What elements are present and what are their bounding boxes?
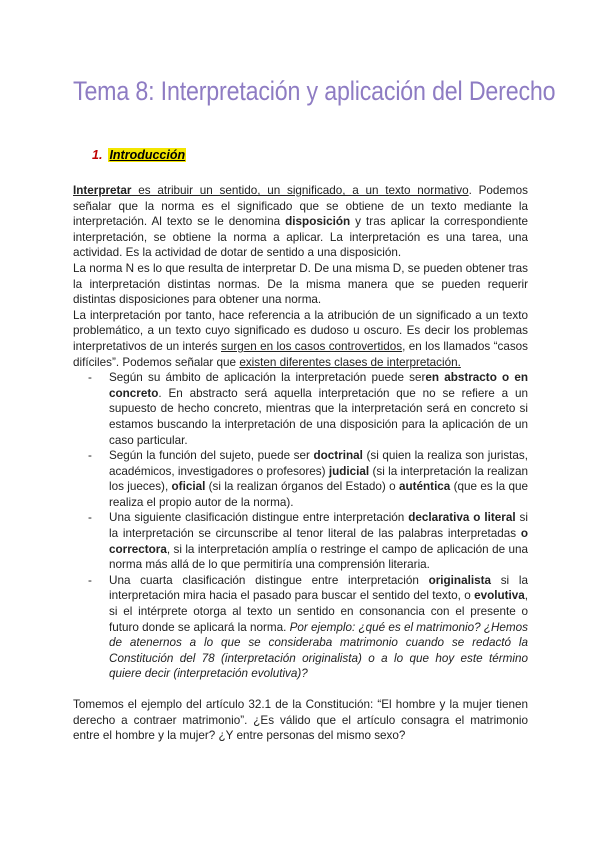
body-text xyxy=(73,183,528,744)
document-title: Tema 8: Interpretación y aplicación del Derecho xyxy=(73,76,556,106)
list-item: - Una cuarta clasificación distingue entre interpretación originalista si la interpretación mira hacia el pasado para buscar el sentido del texto, o evolutiva, si el intérprete otorga al texto un sentido en consonancia con el presente o futuro donde se aplicará la norma. Por ejemplo: ¿qué es el matrimonio? ¿Hemos de atenernos a lo que se consideraba matrimonio cuando se redactó la Constitución del 78 (interpretación originalista) o a lo que hoy este término quiere decir (interpretación evolutiva)? xyxy=(109,573,528,682)
classification-list xyxy=(73,370,528,682)
paragraph-problemas: La interpretación por tanto, hace referencia a la atribución de un significado a un texto problemático, a un texto cuyo significado es dudoso u oscuro. Es decir los problemas interpretativos de un interés surgen en los casos controvertidos, en los llamados “casos difíciles”. Podemos señalar que existen diferentes clases de interpretación. xyxy=(73,308,529,369)
section-label: Introducción xyxy=(109,148,186,162)
paragraph-example: Tomemos el ejemplo del artículo 32.1 de la Constitución: “El hombre y la mujer tienen derecho a contraer matrimonio”. ¿Es válido que el artículo consagra el matrimonio entre el hombre y la mujer? ¿Y entre personas del mismo sexo? xyxy=(73,698,528,743)
term-disposicion: disposición xyxy=(285,215,351,229)
list-item: - Según la función del sujeto, puede ser doctrinal (si quien la realiza son juristas, académicos, investigadores o profesores) judicial (si la interpretación la realizan los jueces), oficial (si la realizan órganos del Estado) o auténtica (que es la que realiza el propio autor de la norma). xyxy=(109,448,528,510)
paragraph-definition: Interpretar es atribuir un sentido, un significado, a un texto normativo. Podemos señalar que la norma es el significado que se obtiene de un texto mediante la interpretación. Al texto se le denomina disposición y tras aplicar la correspondiente interpretación, se obtiene la norma a aplicar. La interpretación es una tarea, una actividad. Es la actividad de dotar de sentido a una disposición. xyxy=(73,184,528,260)
section-number: 1. xyxy=(92,148,103,162)
spacer xyxy=(73,682,528,697)
section-heading xyxy=(92,148,186,162)
term-interpretar: Interpretar xyxy=(73,184,132,197)
list-item: - Una siguiente clasificación distingue entre interpretación declarativa o literal si la interpretación se circunscribe al tenor literal de las palabras interpretadas o correctora, si la interpretación amplía o restringe el campo de aplicación de una norma más allá de lo que permitiría una comprensión literaria. xyxy=(109,510,528,572)
list-item: - Según su ámbito de aplicación la interpretación puede seren abstracto o en concreto. En abstracto será aquella interpretación que no se refiere a un supuesto de hecho concreto, mientras que la interpretación será en concreto si estamos buscando la interpretación de una disposición para la aplicación de un caso particular. xyxy=(109,370,528,448)
paragraph-norma: La norma N es lo que resulta de interpretar D. De una misma D, se pueden obtener tras la interpretación distintas normas. De la misma manera que se pueden requerir distintas disposiciones para obtener una norma. xyxy=(73,261,528,307)
